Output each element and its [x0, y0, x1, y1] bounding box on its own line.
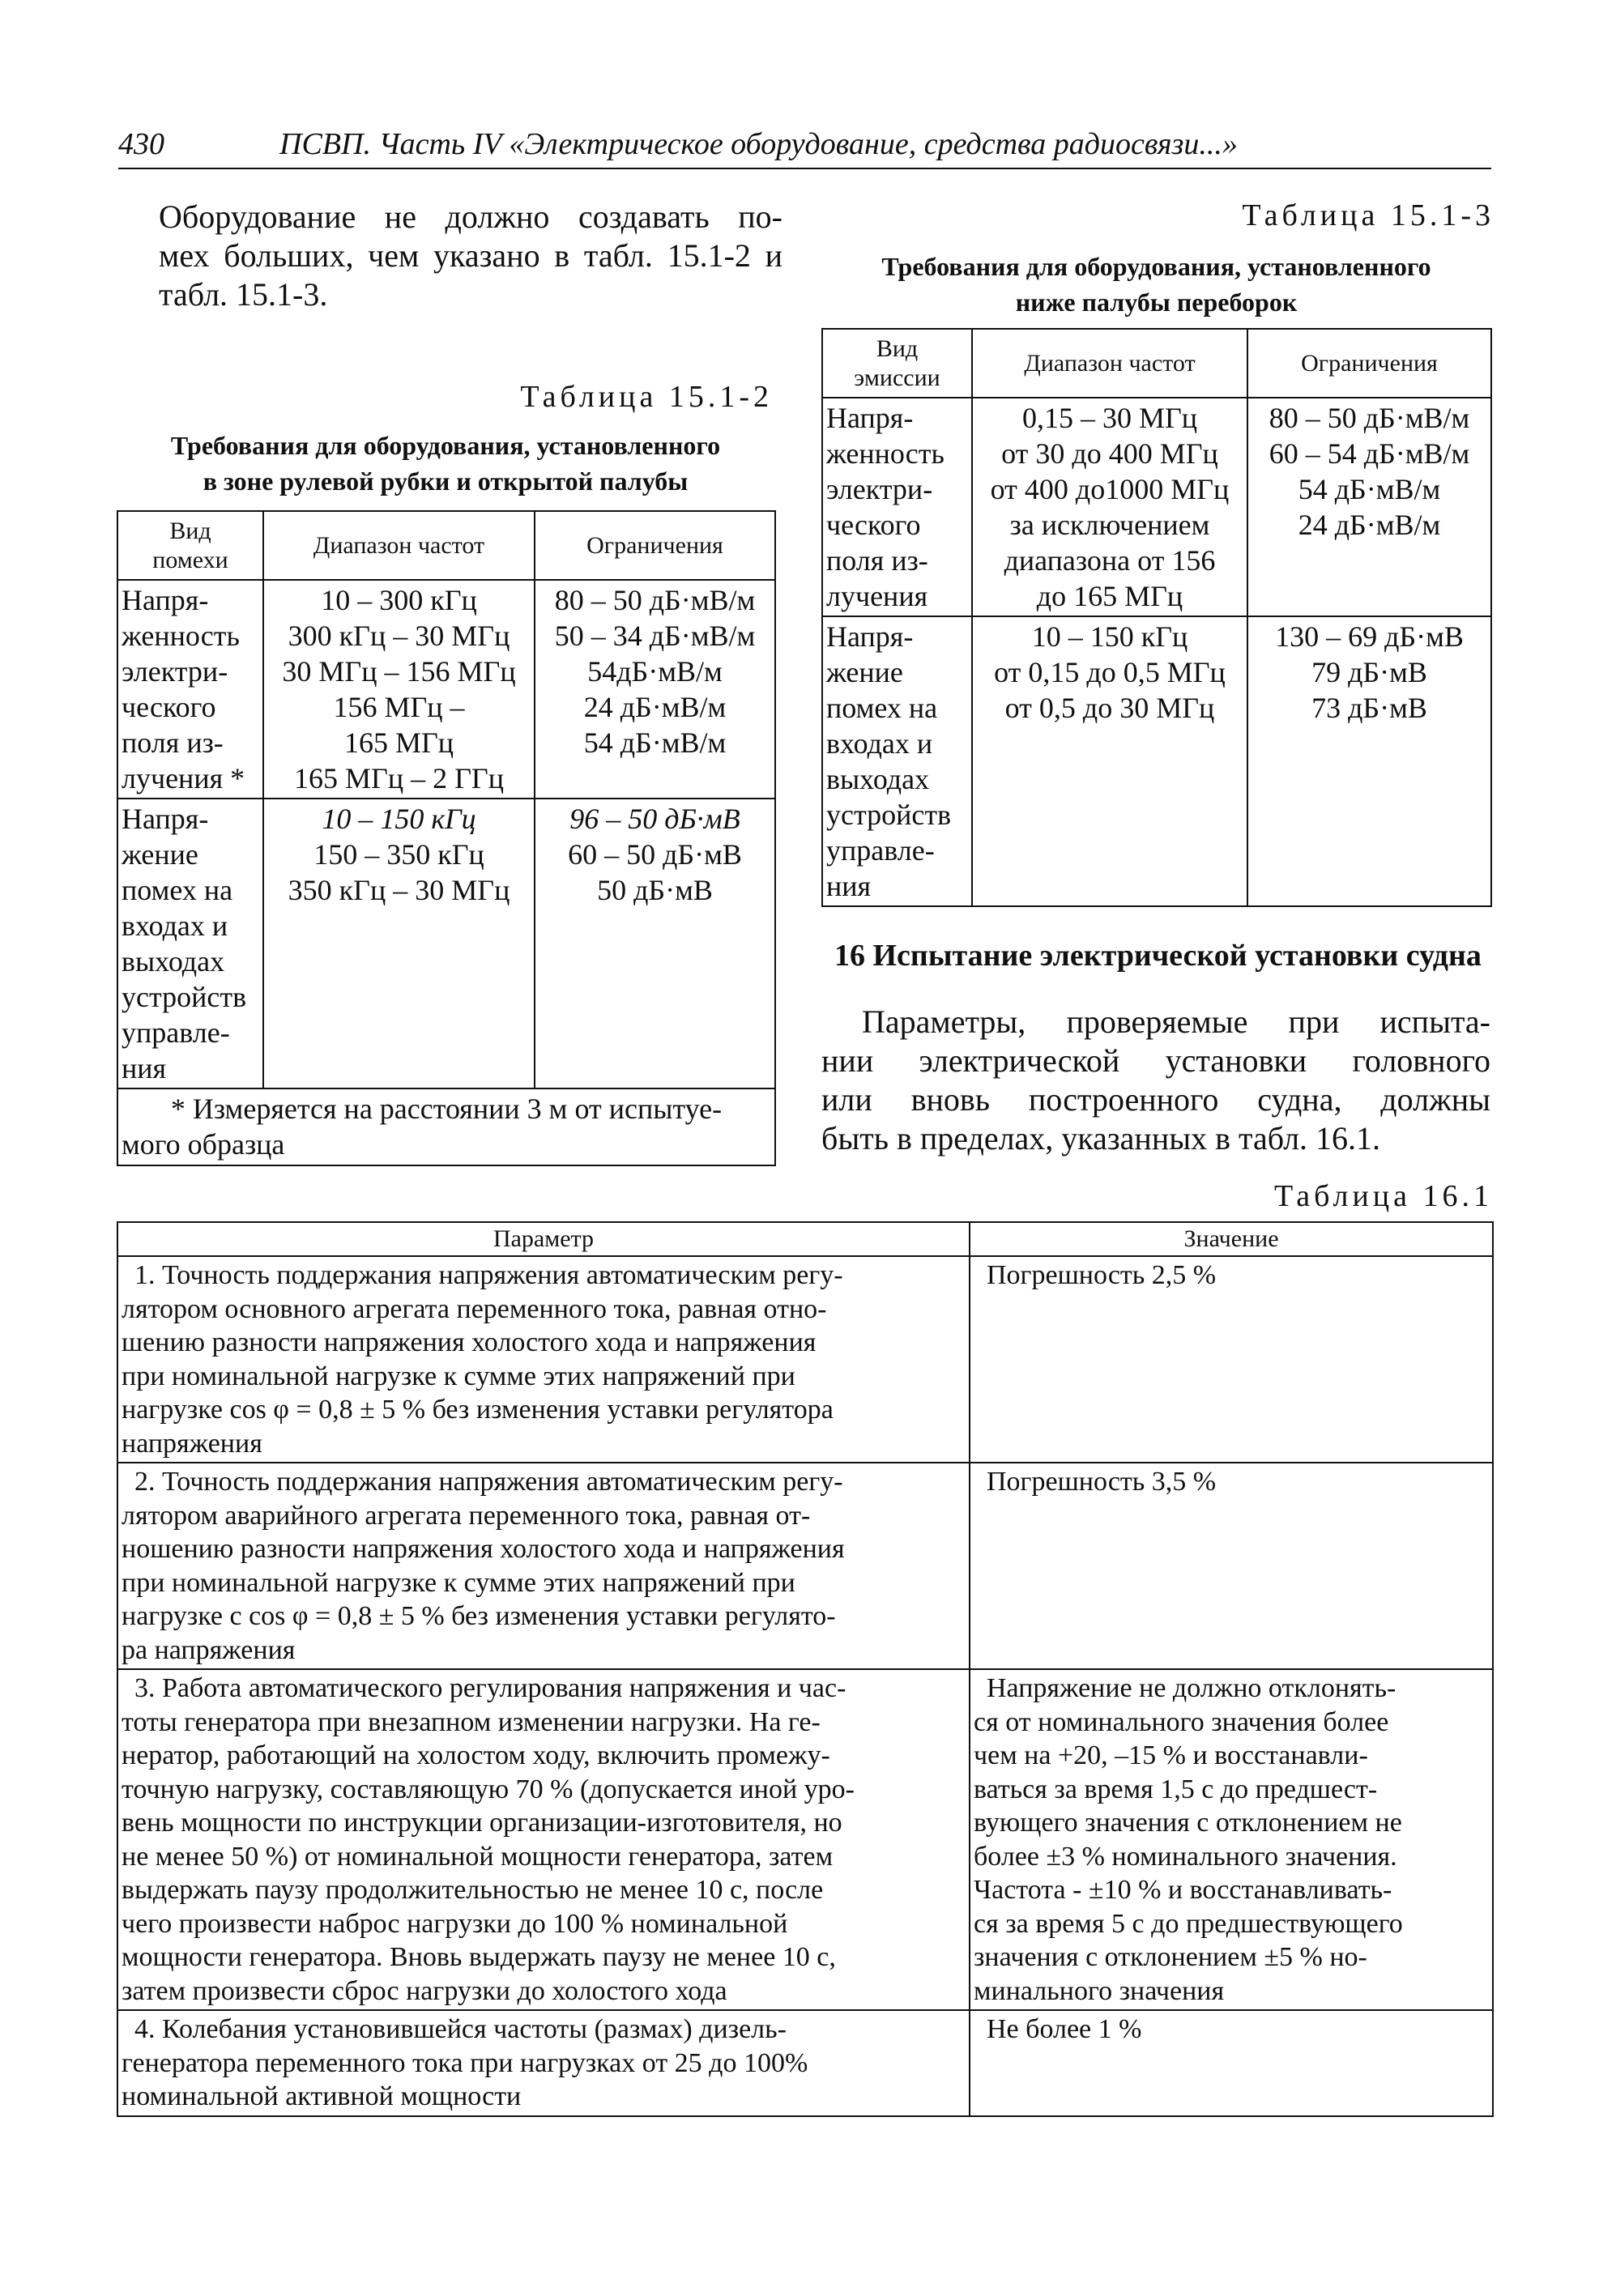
cell-line: 10 – 150 кГц [1031, 620, 1188, 653]
cell-line: выдержать паузу продолжительностью не менее 10 с, после [122, 1875, 824, 1905]
cell-line: 79 дБ·мВ [1311, 656, 1427, 688]
para-line: Параметры, проверяемые при испыта- [862, 1003, 1490, 1040]
cell-line: минального значения [974, 1975, 1225, 2006]
running-title: ПСВП. Часть IV «Электрическое оборудование, средства радиосвязи...» [279, 127, 1238, 161]
cell-line: 2. Точность поддержания напряжения автоматическим регу- [134, 1467, 843, 1497]
cell-line: электри- [826, 473, 933, 505]
cell-line: 165 МГц – 2 ГГц [294, 762, 504, 794]
cell-line: ношению разности напряжения холостого хода и напряжения [122, 1534, 845, 1564]
intro-paragraph [159, 198, 782, 314]
cell-line: 24 дБ·мВ/м [583, 691, 727, 723]
cell-limits [1247, 616, 1491, 906]
cell-parameter [117, 1256, 970, 1463]
cell-line: 130 – 69 дБ·мВ [1275, 620, 1464, 653]
cell-line: от 30 до 400 МГц [1001, 437, 1218, 470]
cell-type [822, 398, 972, 616]
header-line: помехи [152, 546, 228, 573]
table-row [117, 580, 775, 799]
cell-line: ра напряжения [122, 1634, 296, 1665]
cell-line: электри- [122, 655, 228, 688]
cell-line: лучения * [122, 762, 245, 794]
header-cell-limits: Ограничения [535, 511, 775, 580]
cell-line: от 0,15 до 0,5 МГц [994, 656, 1226, 688]
cell-line: 3. Работа автоматического регулирования напряжения и час- [134, 1673, 846, 1703]
cell-line: нагрузке cos φ = 0,8 ± 5 % без изменения уставки регулятора [122, 1395, 834, 1425]
cell-line: женность [826, 437, 944, 470]
header-line: Вид [876, 334, 919, 362]
table-15-1-2-caption: Таблица 15.1-2 [520, 380, 773, 414]
intro-line: мех больших, чем указано в табл. 15.1-2 и [159, 237, 782, 274]
cell-line: генератора переменного тока при нагрузках от 25 до 100% [122, 2047, 808, 2078]
cell-line: Не более 1 % [987, 2014, 1142, 2044]
cell-line: помех на [122, 874, 233, 906]
cell-line: ния [826, 870, 872, 902]
section-16-paragraph [821, 1003, 1490, 1158]
cell-parameter [117, 1463, 970, 1669]
cell-type [117, 580, 263, 799]
table-16-1 [117, 1221, 1494, 2117]
cell-line: 10 – 300 кГц [321, 584, 477, 616]
cell-line: выходах [826, 763, 930, 795]
cell-line: от 400 до1000 МГц [990, 473, 1230, 505]
cell-line: женность [122, 620, 240, 652]
para-line: нии электрической установки головного [821, 1042, 1490, 1079]
cell-line: входах и [122, 909, 228, 942]
cell-line: точную нагрузку, составляющую 70 % (допускается иной уро- [122, 1774, 855, 1804]
cell-line: тоты генератора при внезапном изменении нагрузки. На ге- [122, 1706, 821, 1737]
cell-line: 300 кГц – 30 МГц [288, 620, 510, 652]
cell-line: устройств [122, 981, 247, 1013]
cell-line: жение [826, 656, 903, 688]
cell-line: шению разности напряжения холостого хода и напряжения [122, 1327, 817, 1357]
cell-line: ческого [122, 691, 216, 723]
cell-parameter [117, 1669, 970, 2010]
table-row [117, 1669, 1493, 2010]
cell-line: 73 дБ·мВ [1311, 692, 1427, 724]
cell-line: напряжения [122, 1428, 262, 1459]
intro-line: табл. 15.1-3. [159, 276, 328, 313]
cell-line: управле- [826, 834, 935, 867]
para-line: или вновь построенного судна, должны [821, 1081, 1490, 1118]
header-cell-frequency: Диапазон частот [263, 511, 535, 580]
cell-line: 50 дБ·мВ [597, 874, 713, 906]
cell-value [970, 1463, 1493, 1669]
cell-line: управле- [122, 1016, 230, 1049]
cell-line: 30 МГц – 156 МГц [282, 655, 516, 688]
cell-line: не менее 50 %) от номинальной мощности генератора, затем [122, 1841, 834, 1872]
title-line: в зоне рулевой рубки и открытой палубы [203, 466, 689, 496]
cell-line: более ±3 % номинального значения. [974, 1841, 1397, 1872]
cell-line: чем на +20, –15 % и восстанавли- [974, 1740, 1368, 1770]
cell-line: помех на [826, 692, 938, 724]
cell-line: от 0,5 до 30 МГц [1004, 692, 1215, 724]
cell-line: 156 МГц – [333, 691, 465, 723]
cell-value [970, 1669, 1493, 2010]
cell-line: 96 – 50 дБ·мВ [569, 803, 740, 835]
header-cell-frequency: Диапазон частот [972, 329, 1247, 398]
cell-line: диапазона от 156 [1004, 544, 1216, 577]
cell-line: лучения [826, 580, 928, 612]
para-line: быть в пределах, указанных в табл. 16.1. [821, 1120, 1381, 1157]
cell-value [970, 1256, 1493, 1463]
table-row [822, 616, 1491, 906]
footnote-line: мого образца [122, 1128, 285, 1161]
cell-line: Погрешность 2,5 % [987, 1260, 1217, 1290]
cell-line: Напря- [122, 584, 209, 616]
cell-limits [535, 580, 775, 799]
title-line: ниже палубы переборок [1015, 288, 1298, 317]
title-line: Требования для оборудования, установленного [881, 252, 1431, 281]
cell-line: 54 дБ·мВ/м [583, 726, 727, 759]
cell-line: 80 – 50 дБ·мВ/м [554, 584, 756, 616]
cell-line: ческого [826, 509, 921, 541]
header-cell-type [822, 329, 972, 398]
cell-line: 10 – 150 кГц [322, 803, 476, 835]
cell-line: жение [122, 838, 198, 871]
table-row [117, 1256, 1493, 1463]
cell-line: номинальной активной мощности [122, 2081, 522, 2111]
cell-line: ваться за время 1,5 с до предшест- [974, 1774, 1378, 1804]
header-cell-parameter: Параметр [117, 1222, 970, 1256]
cell-line: при номинальной нагрузке к сумме этих напряжений при [122, 1567, 795, 1598]
cell-parameter [117, 2010, 970, 2116]
cell-line: мощности генератора. Вновь выдержать паузу не менее 10 с, [122, 1942, 836, 1972]
cell-line: Напря- [826, 402, 914, 434]
cell-type [822, 616, 972, 906]
cell-limits [535, 799, 775, 1088]
cell-line: 4. Колебания установившейся частоты (размах) дизель- [134, 2014, 787, 2044]
cell-line: за исключением [1009, 509, 1210, 541]
cell-line: Погрешность 3,5 % [987, 1467, 1217, 1497]
cell-line: 24 дБ·мВ/м [1298, 509, 1441, 541]
table-row [117, 2010, 1493, 2116]
cell-line: вень мощности по инструкции организации-изготовителя, но [122, 1808, 842, 1838]
cell-line: ся от номинального значения более [974, 1706, 1389, 1737]
cell-line: 150 – 350 кГц [313, 838, 484, 871]
cell-limits [1247, 398, 1491, 616]
cell-frequency [263, 580, 535, 799]
page-number: 430 [118, 127, 164, 161]
cell-line: 60 – 54 дБ·мВ/м [1269, 437, 1470, 470]
cell-line: 350 кГц – 30 МГц [288, 874, 510, 906]
cell-line: 60 – 50 дБ·мВ [568, 838, 742, 871]
cell-frequency [972, 616, 1247, 906]
cell-line: лятором основного агрегата переменного тока, равная отно- [122, 1293, 827, 1324]
cell-line: выходах [122, 945, 225, 978]
header-line: эмиссии [854, 364, 940, 391]
table-row [117, 799, 775, 1088]
cell-line: чего произвести наброс нагрузки до 100 % номинальной [122, 1908, 788, 1939]
cell-line: 54дБ·мВ/м [587, 655, 723, 688]
table-15-1-3-caption: Таблица 15.1-3 [1242, 198, 1495, 232]
cell-line: нагрузке с cos φ = 0,8 ± 5 % без изменения уставки регулято- [122, 1601, 836, 1631]
table-15-1-3 [821, 328, 1492, 907]
cell-line: лятором аварийного агрегата переменного тока, равная от- [122, 1500, 811, 1531]
cell-line: значения с отклонением ±5 % но- [974, 1942, 1367, 1972]
cell-line: 165 МГц [343, 726, 454, 759]
table-row [822, 398, 1491, 616]
cell-line: Напряжение не должно отклонять- [987, 1673, 1396, 1703]
cell-line: ся за время 5 с до предшествующего [974, 1908, 1403, 1939]
cell-line: Напря- [122, 803, 209, 835]
cell-line: 80 – 50 дБ·мВ/м [1269, 402, 1470, 434]
cell-line: поля из- [122, 726, 224, 759]
header-cell-limits: Ограничения [1247, 329, 1491, 398]
cell-line: Частота - ±10 % и восстанавливать- [974, 1875, 1392, 1905]
table-row [117, 1463, 1493, 1669]
intro-line: Оборудование не должно создавать по- [159, 198, 782, 235]
cell-line: вующего значения с отклонением не [974, 1808, 1402, 1838]
section-16-title: 16 Испытание электрической установки судна [834, 939, 1482, 973]
cell-line: нератор, работающий на холостом ходу, включить промежу- [122, 1740, 830, 1770]
cell-line: при номинальной нагрузке к сумме этих напряжений при [122, 1361, 795, 1391]
title-line: Требования для оборудования, установленного [170, 431, 721, 460]
cell-line: 0,15 – 30 МГц [1021, 402, 1198, 434]
cell-line: затем произвести сброс нагрузки до холостого хода [122, 1975, 727, 2006]
cell-line: 1. Точность поддержания напряжения автоматическим регу- [134, 1260, 843, 1290]
cell-line: ния [122, 1052, 167, 1084]
table-15-1-2 [117, 510, 776, 1166]
cell-line: входах и [826, 727, 933, 760]
cell-line: до 165 МГц [1036, 580, 1183, 612]
header-cell-type [117, 511, 263, 580]
cell-line: 50 – 34 дБ·мВ/м [554, 620, 756, 652]
cell-value [970, 2010, 1493, 2116]
cell-frequency [972, 398, 1247, 616]
header-cell-value: Значение [970, 1222, 1493, 1256]
cell-frequency [263, 799, 535, 1088]
table-footnote [117, 1088, 775, 1165]
cell-line: поля из- [826, 544, 928, 577]
cell-line: устройств [826, 799, 952, 831]
header-line: Вид [169, 517, 211, 544]
cell-line: 54 дБ·мВ/м [1298, 473, 1441, 505]
table-15-1-2-title [118, 428, 773, 499]
header-rule [118, 168, 1491, 169]
cell-type [117, 799, 263, 1088]
cell-line: Напря- [826, 620, 914, 653]
footnote-line: * Измеряется на расстоянии 3 м от испытуе- [170, 1093, 723, 1125]
table-16-1-caption: Таблица 16.1 [1273, 1179, 1493, 1213]
table-15-1-3-title [818, 249, 1495, 320]
